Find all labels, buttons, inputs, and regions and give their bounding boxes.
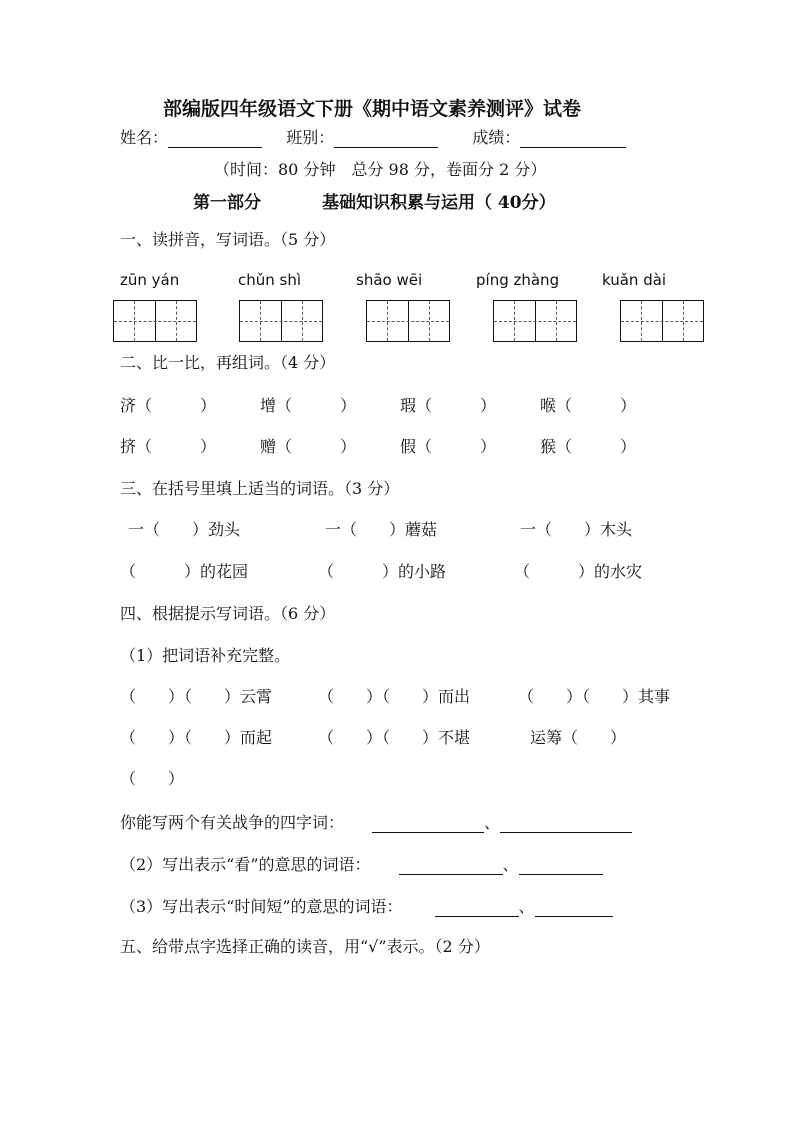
part1-title: 基础知识积累与运用（ 40分） <box>322 193 556 213</box>
war-words-line <box>120 813 632 833</box>
pinyin-4: píng zhàng <box>476 271 560 289</box>
q2-item: 济（ ） <box>120 396 217 415</box>
look-words-line <box>120 855 603 875</box>
tianzi-grid-4[interactable] <box>493 300 577 342</box>
student-info <box>120 128 626 148</box>
q2-item: 增（ ） <box>260 396 357 415</box>
look-words-blank-2[interactable] <box>519 858 603 875</box>
q4-item: （ ）（ ）而出 <box>318 687 471 706</box>
q2-item: 猴（ ） <box>540 437 637 456</box>
q4-item: （ ） <box>120 769 185 788</box>
tianzi-grid-1[interactable] <box>113 300 197 342</box>
q4-item: （ ）（ ）其事 <box>518 687 671 706</box>
war-words-prompt: 你能写两个有关战争的四字词： <box>120 813 345 832</box>
q3-item: （ ）的花园 <box>120 562 249 581</box>
tianzi-grid-5[interactable] <box>620 300 704 342</box>
q3-item: 一（ ）劲头 <box>128 520 241 539</box>
q4-item: （ ）（ ）云霄 <box>120 687 273 706</box>
q4-item: 运筹（ ） <box>530 728 627 747</box>
pinyin-5: kuǎn dài <box>602 271 667 289</box>
time-note: （时间：80 分钟 总分 98 分，卷面分 2 分） <box>214 160 547 179</box>
q3-heading: 三、在括号里填上适当的词语。（3 分） <box>120 479 400 498</box>
q2-item: 赠（ ） <box>260 437 357 456</box>
q3-item: （ ）的水灾 <box>514 562 643 581</box>
short-time-prompt: （3）写出表示“时间短”的意思的词语： <box>120 897 403 916</box>
q4-heading: 四、根据提示写词语。（6 分） <box>120 604 336 623</box>
short-time-blank-1[interactable] <box>435 900 519 917</box>
q2-item: 挤（ ） <box>120 437 217 456</box>
q3-item: 一（ ）蘑菇 <box>325 520 438 539</box>
q2-heading: 二、比一比，再组词。（4 分） <box>120 353 336 372</box>
q2-item: 假（ ） <box>400 437 497 456</box>
war-words-blank-2[interactable] <box>500 816 632 833</box>
q2-item: 喉（ ） <box>540 396 637 415</box>
look-words-prompt: （2）写出表示“看”的意思的词语： <box>120 855 371 874</box>
score-label: 成绩： <box>472 128 521 147</box>
short-time-line <box>120 897 613 917</box>
q3-item: 一（ ）木头 <box>520 520 633 539</box>
pinyin-3: shāo wēi <box>356 271 423 289</box>
part1-label: 第一部分 <box>193 193 261 213</box>
separator: 、 <box>484 813 501 832</box>
q4-sub1: （1）把词语补充完整。 <box>120 646 291 665</box>
class-label: 班别： <box>286 128 335 147</box>
q1-heading: 一、读拼音，写词语。（5 分） <box>120 230 336 249</box>
q2-item: 瑕（ ） <box>400 396 497 415</box>
class-blank[interactable] <box>334 131 438 148</box>
q5-heading: 五、给带点字选择正确的读音，用“√”表示。（2 分） <box>120 937 490 956</box>
tianzi-grid-2[interactable] <box>239 300 323 342</box>
name-blank[interactable] <box>168 131 262 148</box>
tianzi-grid-3[interactable] <box>366 300 450 342</box>
q4-item: （ ）（ ）不堪 <box>318 728 471 747</box>
score-blank[interactable] <box>520 131 626 148</box>
separator: 、 <box>502 855 519 874</box>
pinyin-1: zūn yán <box>120 271 180 289</box>
q3-item: （ ）的小路 <box>318 562 447 581</box>
pinyin-2: chǔn shì <box>238 271 302 289</box>
separator: 、 <box>518 897 535 916</box>
page-title: 部编版四年级语文下册《期中语文素养测评》试卷 <box>163 98 582 120</box>
look-words-blank-1[interactable] <box>399 858 503 875</box>
war-words-blank-1[interactable] <box>372 816 484 833</box>
name-label: 姓名： <box>120 128 169 147</box>
q4-item: （ ）（ ）而起 <box>120 728 273 747</box>
short-time-blank-2[interactable] <box>535 900 613 917</box>
